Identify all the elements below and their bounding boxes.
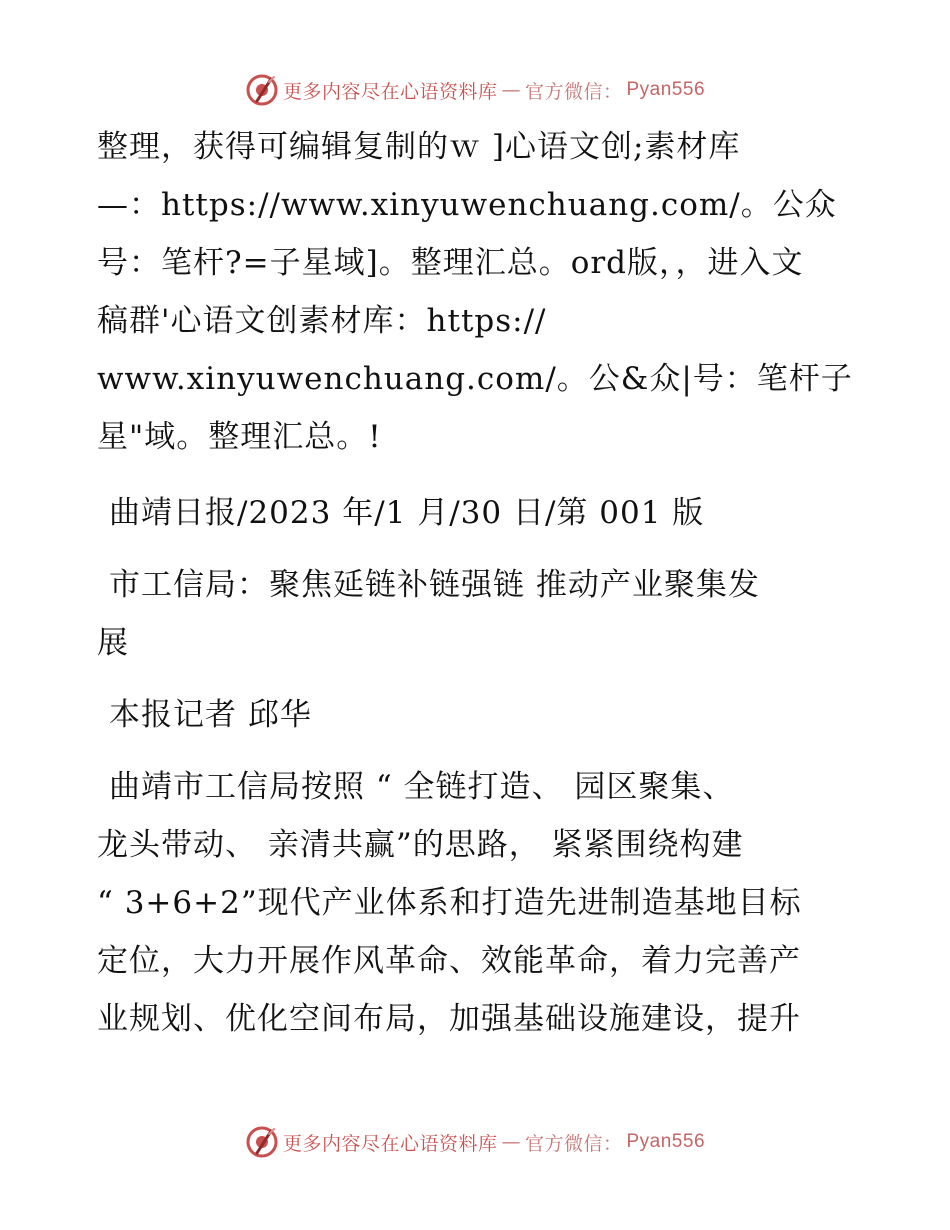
body-line: 曲靖市工信局按照 “ 全链打造、 园区聚集、	[109, 769, 735, 805]
body-line: “ 3+6+2”现代产业体系和打造先进制造基地目标	[97, 885, 802, 921]
banner-dash: —	[501, 79, 521, 101]
banner-wechat-id: Pyan556	[626, 1131, 706, 1152]
intro-line: —：https://www.xinyuwenchuang.com/。公众	[97, 187, 837, 223]
banner-wechat-label: 官方微信：	[524, 80, 623, 103]
banner-content	[245, 73, 705, 107]
headline-line: 市工信局：聚焦延链补链强链 推动产业聚集发	[109, 567, 760, 603]
document-body	[97, 118, 867, 1048]
body-line: 定位，大力开展作风革命、效能革命，着力完善产	[97, 943, 801, 979]
intro-line: 整理，获得可编辑复制的ｗ ]心语文创;素材库	[97, 129, 741, 165]
banner-wechat-label: 官方微信：	[524, 1132, 623, 1155]
intro-line: 星"域。整理汇总。!	[97, 419, 382, 455]
intro-line: www.xinyuwenchuang.com/。公&众|号：笔杆子	[97, 361, 853, 397]
banner-wechat-id: Pyan556	[626, 79, 706, 100]
top-banner	[0, 70, 950, 110]
byline: 本报记者 邱华	[109, 697, 312, 733]
intro-line: 稿群'心语文创素材库：https://	[97, 303, 547, 339]
source-line: 曲靖日报/2023 年/1 月/30 日/第 001 版	[109, 495, 705, 531]
intro-line: 号：笔杆?=子星域]。整理汇总。ord版，，进入文	[97, 245, 804, 281]
bottom-banner	[0, 1122, 950, 1162]
banner-main-text: 更多内容尽在心语资料库	[282, 1132, 498, 1155]
logo-icon	[245, 1125, 279, 1159]
banner-dash: —	[501, 1131, 521, 1153]
banner-content	[245, 1125, 705, 1159]
body-line: 业规划、优化空间布局，加强基础设施建设，提升	[97, 1001, 801, 1037]
body-line: 龙头带动、 亲清共赢”的思路， 紧紧围绕构建	[97, 827, 744, 863]
banner-main-text: 更多内容尽在心语资料库	[282, 80, 498, 103]
headline-line: 展	[97, 625, 129, 661]
logo-icon	[245, 73, 279, 107]
